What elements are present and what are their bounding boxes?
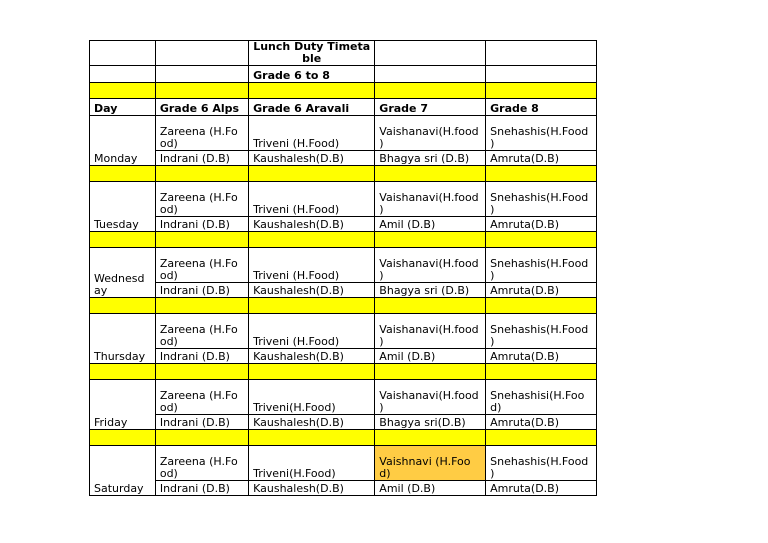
duty-cell-hfood: Triveni(H.Food) [249, 380, 375, 415]
duty-cell-db: Amruta(D.B) [486, 283, 597, 298]
day-row-secondary [90, 481, 597, 496]
duty-cell-db: Bhagya sri(D.B) [375, 415, 486, 430]
duty-cell-hfood: Triveni (H.Food) [249, 248, 375, 283]
day-row-primary [90, 248, 597, 283]
duty-cell-hfood: Snehashis(H.Food ) [486, 182, 597, 217]
duty-cell-db: Indrani (D.B) [155, 415, 248, 430]
duty-cell-hfood: Triveni (H.Food) [249, 116, 375, 151]
duty-cell-db: Amil (D.B) [375, 349, 486, 364]
duty-cell-db: Amil (D.B) [375, 481, 486, 496]
duty-cell-hfood: Zareena (H.Food) [155, 380, 248, 415]
duty-cell-db: Indrani (D.B) [155, 283, 248, 298]
duty-cell-hfood: Triveni (H.Food) [249, 314, 375, 349]
duty-cell-hfood: Zareena (H.Food) [155, 314, 248, 349]
duty-cell-db: Indrani (D.B) [155, 349, 248, 364]
duty-cell-hfood: Vaishanavi(H.food ) [375, 380, 486, 415]
duty-cell-db: Amruta(D.B) [486, 415, 597, 430]
duty-cell-db: Indrani (D.B) [155, 151, 248, 166]
day-row-secondary [90, 151, 597, 166]
day-row-primary [90, 116, 597, 151]
column-header-grade7: Grade 7 [375, 99, 486, 116]
duty-cell-db: Amruta(D.B) [486, 217, 597, 232]
duty-cell-db: Bhagya sri (D.B) [375, 151, 486, 166]
spacer-row [90, 166, 597, 182]
duty-cell-db: Kaushalesh(D.B) [249, 217, 375, 232]
column-header-day: Day [90, 99, 156, 116]
column-header-grade6-aravali: Grade 6 Aravali [249, 99, 375, 116]
duty-cell-db: Kaushalesh(D.B) [249, 151, 375, 166]
duty-cell-hfood: Triveni (H.Food) [249, 182, 375, 217]
title-row [90, 41, 597, 66]
duty-cell-hfood: Snehashisi(H.Food) [486, 380, 597, 415]
day-name: Friday [90, 380, 156, 430]
duty-cell-db: Kaushalesh(D.B) [249, 481, 375, 496]
duty-cell-hfood: Vaishanavi(H.food ) [375, 314, 486, 349]
duty-cell-db: Kaushalesh(D.B) [249, 415, 375, 430]
duty-cell-db: Amil (D.B) [375, 217, 486, 232]
column-header-row [90, 99, 597, 116]
duty-cell-hfood: Zareena (H.Food) [155, 116, 248, 151]
duty-cell-db: Indrani (D.B) [155, 217, 248, 232]
day-row-secondary [90, 283, 597, 298]
day-name: Wednesday [90, 248, 156, 298]
column-header-grade8: Grade 8 [486, 99, 597, 116]
spacer-row [90, 298, 597, 314]
day-row-primary [90, 182, 597, 217]
duty-cell-db: Kaushalesh(D.B) [249, 283, 375, 298]
column-header-grade6-alps: Grade 6 Alps [155, 99, 248, 116]
day-row-primary [90, 380, 597, 415]
day-row-secondary [90, 217, 597, 232]
duty-cell-db: Bhagya sri (D.B) [375, 283, 486, 298]
duty-cell-hfood: Vaishanavi(H.food ) [375, 248, 486, 283]
spacer-row [90, 232, 597, 248]
duty-cell-hfood: Zareena (H.Food) [155, 446, 248, 481]
duty-cell-hfood: Snehashis(H.Food ) [486, 314, 597, 349]
duty-cell-db: Amruta(D.B) [486, 349, 597, 364]
spacer-row [90, 364, 597, 380]
day-row-secondary [90, 415, 597, 430]
duty-cell-db: Amruta(D.B) [486, 481, 597, 496]
lunch-duty-table [89, 40, 597, 496]
duty-cell-hfood: Triveni(H.Food) [249, 446, 375, 481]
grade-range-label: Grade 6 to 8 [249, 66, 375, 83]
duty-cell-db: Indrani (D.B) [155, 481, 248, 496]
day-row-primary [90, 446, 597, 481]
timetable-title: Lunch Duty Timetable [249, 41, 375, 66]
subtitle-row [90, 66, 597, 83]
duty-cell-db: Kaushalesh(D.B) [249, 349, 375, 364]
duty-cell-db: Amruta(D.B) [486, 151, 597, 166]
duty-cell-hfood: Snehashis(H.Food ) [486, 248, 597, 283]
duty-cell-hfood: Zareena (H.Food) [155, 182, 248, 217]
day-name: Thursday [90, 314, 156, 364]
duty-cell-hfood: Vaishanavi(H.food ) [375, 116, 486, 151]
day-name: Monday [90, 116, 156, 166]
day-name: Saturday [90, 446, 156, 496]
duty-cell-hfood: Snehashis(H.Food ) [486, 446, 597, 481]
day-name: Tuesday [90, 182, 156, 232]
spacer-row [90, 430, 597, 446]
day-row-primary [90, 314, 597, 349]
duty-cell-hfood: Zareena (H.Food) [155, 248, 248, 283]
duty-cell-hfood: Vaishnavi (H.Food) [375, 446, 486, 481]
duty-cell-hfood: Vaishanavi(H.food ) [375, 182, 486, 217]
day-row-secondary [90, 349, 597, 364]
duty-cell-hfood: Snehashis(H.Food ) [486, 116, 597, 151]
spacer-row [90, 83, 597, 99]
